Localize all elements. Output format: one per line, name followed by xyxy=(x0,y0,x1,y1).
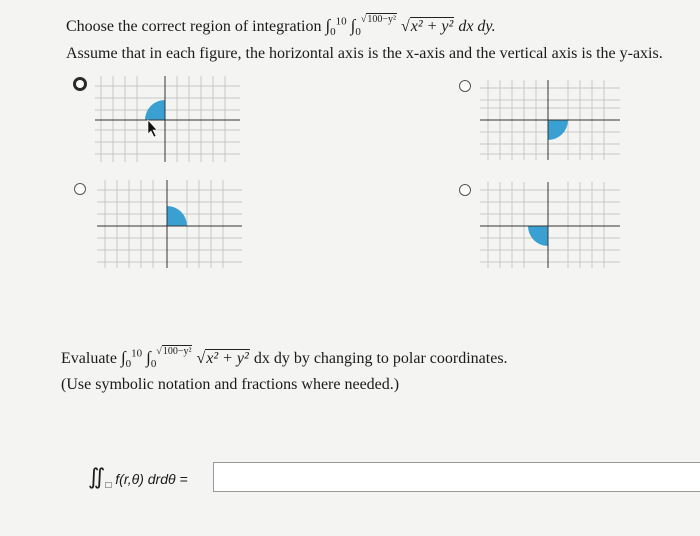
q2-integrand: x² + y² xyxy=(206,350,249,367)
q2-inner-lower-limit: 0 xyxy=(150,358,157,371)
differentials: dx dy. xyxy=(458,18,496,35)
question-2-text: Evaluate $\int_0^{10}$ $\int_0^{√100-y^2}$ √x² + y² dx dy by changing to polar coordinates. xyxy=(61,346,508,371)
mouse-cursor-icon xyxy=(148,120,157,137)
question-1-prefix: Choose the correct region of integration xyxy=(66,18,322,35)
option-d-radio[interactable] xyxy=(459,184,471,196)
question-1-text: Choose the correct region of integration $\int_0^{10}$ $\int_0^{√100-y^2}$ √x² + y² dx dy. xyxy=(66,14,496,39)
region-quadrant-ii xyxy=(145,100,165,120)
region-quadrant-i xyxy=(167,206,187,226)
option-a-radio[interactable] xyxy=(73,77,87,91)
double-integral-sign: ∬ xyxy=(88,464,106,489)
option-d-graph[interactable] xyxy=(480,182,620,268)
integrand: x² + y² xyxy=(410,18,454,35)
region-symbol: □ xyxy=(105,479,112,491)
region-quadrant-iii xyxy=(528,226,548,246)
question-2-suffix: dx dy by changing to polar coordinates. xyxy=(253,350,508,367)
instruction-text: Assume that in each figure, the horizontal axis is the x-axis and the vertical axis is the y-axis. xyxy=(66,45,663,62)
q2-outer-lower-limit: 0 xyxy=(125,358,132,371)
answer-input[interactable] xyxy=(213,462,700,492)
option-a-graph[interactable] xyxy=(95,76,240,162)
option-c-graph[interactable] xyxy=(97,180,242,268)
option-b-radio[interactable] xyxy=(459,80,471,92)
q2-inner-upper-limit: 100−y² xyxy=(162,346,192,357)
question-2-prefix: Evaluate xyxy=(61,350,117,367)
hint-text: (Use symbolic notation and fractions where needed.) xyxy=(61,376,400,393)
region-quadrant-iv xyxy=(548,120,568,140)
option-b-graph[interactable] xyxy=(480,80,620,160)
outer-upper-limit: 10 xyxy=(335,15,347,28)
inner-upper-limit: 100−y² xyxy=(367,14,396,25)
q2-outer-upper-limit: 10 xyxy=(131,347,143,360)
option-c-radio[interactable] xyxy=(74,183,86,195)
outer-lower-limit: 0 xyxy=(330,26,336,39)
polar-expression xyxy=(88,464,188,496)
inner-lower-limit: 0 xyxy=(355,26,361,39)
polar-integrand: f(r,θ) drdθ = xyxy=(115,471,188,487)
